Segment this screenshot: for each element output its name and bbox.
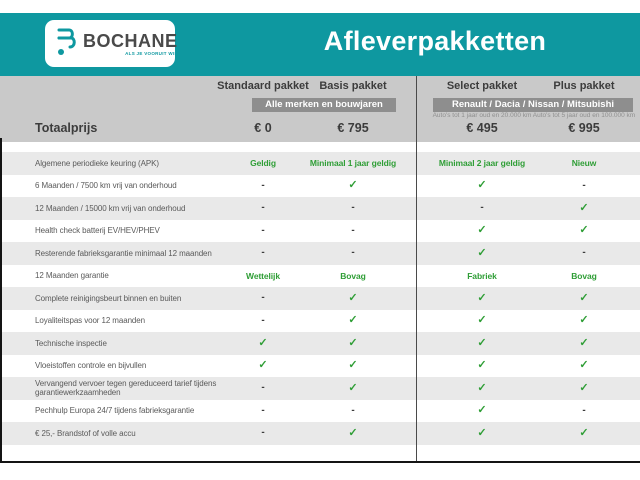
dash-mark: - (261, 247, 265, 259)
column-header-standaard: Standaard pakket (217, 80, 309, 92)
check-icon: ✓ (477, 224, 487, 237)
check-icon: ✓ (579, 359, 589, 372)
left-border (0, 138, 2, 463)
value-text: Minimaal 1 jaar geldig (309, 158, 397, 169)
price-standaard: € 0 (254, 121, 272, 135)
check-icon: ✓ (258, 336, 268, 349)
table-row (0, 310, 640, 333)
dash-mark: - (261, 179, 265, 191)
dash-mark: - (261, 382, 265, 394)
dash-mark: - (261, 292, 265, 304)
dash-mark: - (261, 224, 265, 236)
price-plus: € 995 (568, 121, 600, 135)
table-row (0, 377, 640, 400)
feature-label: Complete reinigingsbeurt binnen en buiten (35, 293, 182, 303)
column-header-basis: Basis pakket (319, 80, 387, 92)
feature-label: Algemene periodieke keuring (APK) (35, 158, 159, 168)
check-icon: ✓ (477, 359, 487, 372)
check-icon: ✓ (258, 359, 268, 372)
dash-mark: - (582, 247, 586, 259)
dash-mark: - (261, 314, 265, 326)
check-icon: ✓ (579, 224, 589, 237)
table-row (0, 400, 640, 423)
check-icon: ✓ (348, 179, 358, 192)
check-icon: ✓ (348, 426, 358, 439)
dash-mark: - (351, 247, 355, 259)
dash-mark: - (582, 179, 586, 191)
check-icon: ✓ (477, 381, 487, 394)
feature-label: Vloeistoffen controle en bijvullen (35, 361, 147, 371)
feature-label: Vervangend vervoer tegen gereduceerd tarief tijdens garantiewerkzaamheden (35, 379, 217, 398)
table-row (0, 355, 640, 378)
dash-mark: - (582, 404, 586, 416)
bochane-logo (45, 20, 178, 67)
page-title: Afleverpakketten (323, 26, 547, 56)
value-text: Fabriek (467, 270, 497, 281)
dash-mark: - (261, 202, 265, 214)
check-icon: ✓ (477, 291, 487, 304)
bottom-border (0, 461, 640, 463)
value-text: Bovag (340, 270, 366, 281)
value-text: Geldig (250, 158, 276, 169)
feature-label: 6 Maanden / 7500 km vrij van onderhoud (35, 181, 177, 191)
feature-label: Loyaliteitspas voor 12 maanden (35, 316, 145, 326)
feature-label: Technische inspectie (35, 338, 107, 348)
check-icon: ✓ (477, 426, 487, 439)
feature-label: € 25,- Brandstof of volle accu (35, 428, 136, 438)
table-row (0, 175, 640, 198)
check-icon: ✓ (579, 426, 589, 439)
column-header-select: Select pakket (446, 80, 518, 92)
condition-note-plus: Auto's tot 5 jaar oud en 100.000 km (532, 112, 636, 119)
feature-label: Health check batterij EV/HEV/PHEV (35, 226, 160, 236)
dash-mark: - (351, 224, 355, 236)
value-text: Nieuw (571, 158, 597, 169)
dash-mark: - (261, 404, 265, 416)
check-icon: ✓ (579, 336, 589, 349)
column-group-divider (416, 76, 417, 461)
table-row (0, 265, 640, 288)
check-icon: ✓ (348, 359, 358, 372)
table-row (0, 242, 640, 265)
check-icon: ✓ (579, 381, 589, 394)
table-row (0, 287, 640, 310)
group-badge-all-brands: Alle merken en bouwjaren (252, 98, 396, 112)
total-price-label: Totaalprijs (35, 121, 98, 135)
table-header-band (0, 76, 640, 142)
check-icon: ✓ (348, 336, 358, 349)
value-text: Minimaal 2 jaar geldig (438, 158, 526, 169)
check-icon: ✓ (477, 179, 487, 192)
table-row (0, 197, 640, 220)
check-icon: ✓ (348, 314, 358, 327)
price-basis: € 795 (337, 121, 369, 135)
value-text: Bovag (571, 270, 597, 281)
top-bar (0, 13, 640, 76)
check-icon: ✓ (348, 291, 358, 304)
check-icon: ✓ (579, 291, 589, 304)
table-row (0, 332, 640, 355)
table-row (0, 152, 640, 175)
group-badge-renault-group: Renault / Dacia / Nissan / Mitsubishi (433, 98, 633, 112)
check-icon: ✓ (579, 201, 589, 214)
condition-note-select: Auto's tot 1 jaar oud en 20.000 km (432, 112, 532, 119)
feature-table-body (0, 152, 640, 445)
check-icon: ✓ (579, 314, 589, 327)
dash-mark: - (351, 404, 355, 416)
table-row (0, 220, 640, 243)
bochane-cart-icon (55, 26, 79, 61)
dash-mark: - (261, 427, 265, 439)
table-row (0, 422, 640, 445)
column-header-plus: Plus pakket (553, 80, 615, 92)
check-icon: ✓ (348, 381, 358, 394)
check-icon: ✓ (477, 246, 487, 259)
feature-label: Resterende fabrieksgarantie minimaal 12 maanden (35, 248, 212, 258)
check-icon: ✓ (477, 314, 487, 327)
logo-tagline: ALS JE VOORUIT WIL (125, 50, 178, 56)
feature-label: 12 Maanden garantie (35, 271, 109, 281)
check-icon: ✓ (477, 404, 487, 417)
logo-text (83, 32, 178, 56)
value-text: Wettelijk (246, 270, 280, 281)
feature-label: Pechhulp Europa 24/7 tijdens fabrieksgarantie (35, 406, 195, 416)
dash-mark: - (351, 202, 355, 214)
price-select: € 495 (466, 121, 498, 135)
feature-label: 12 Maanden / 15000 km vrij van onderhoud (35, 203, 186, 213)
dash-mark: - (480, 202, 484, 214)
logo-name: BOCHANE (83, 30, 178, 51)
check-icon: ✓ (477, 336, 487, 349)
